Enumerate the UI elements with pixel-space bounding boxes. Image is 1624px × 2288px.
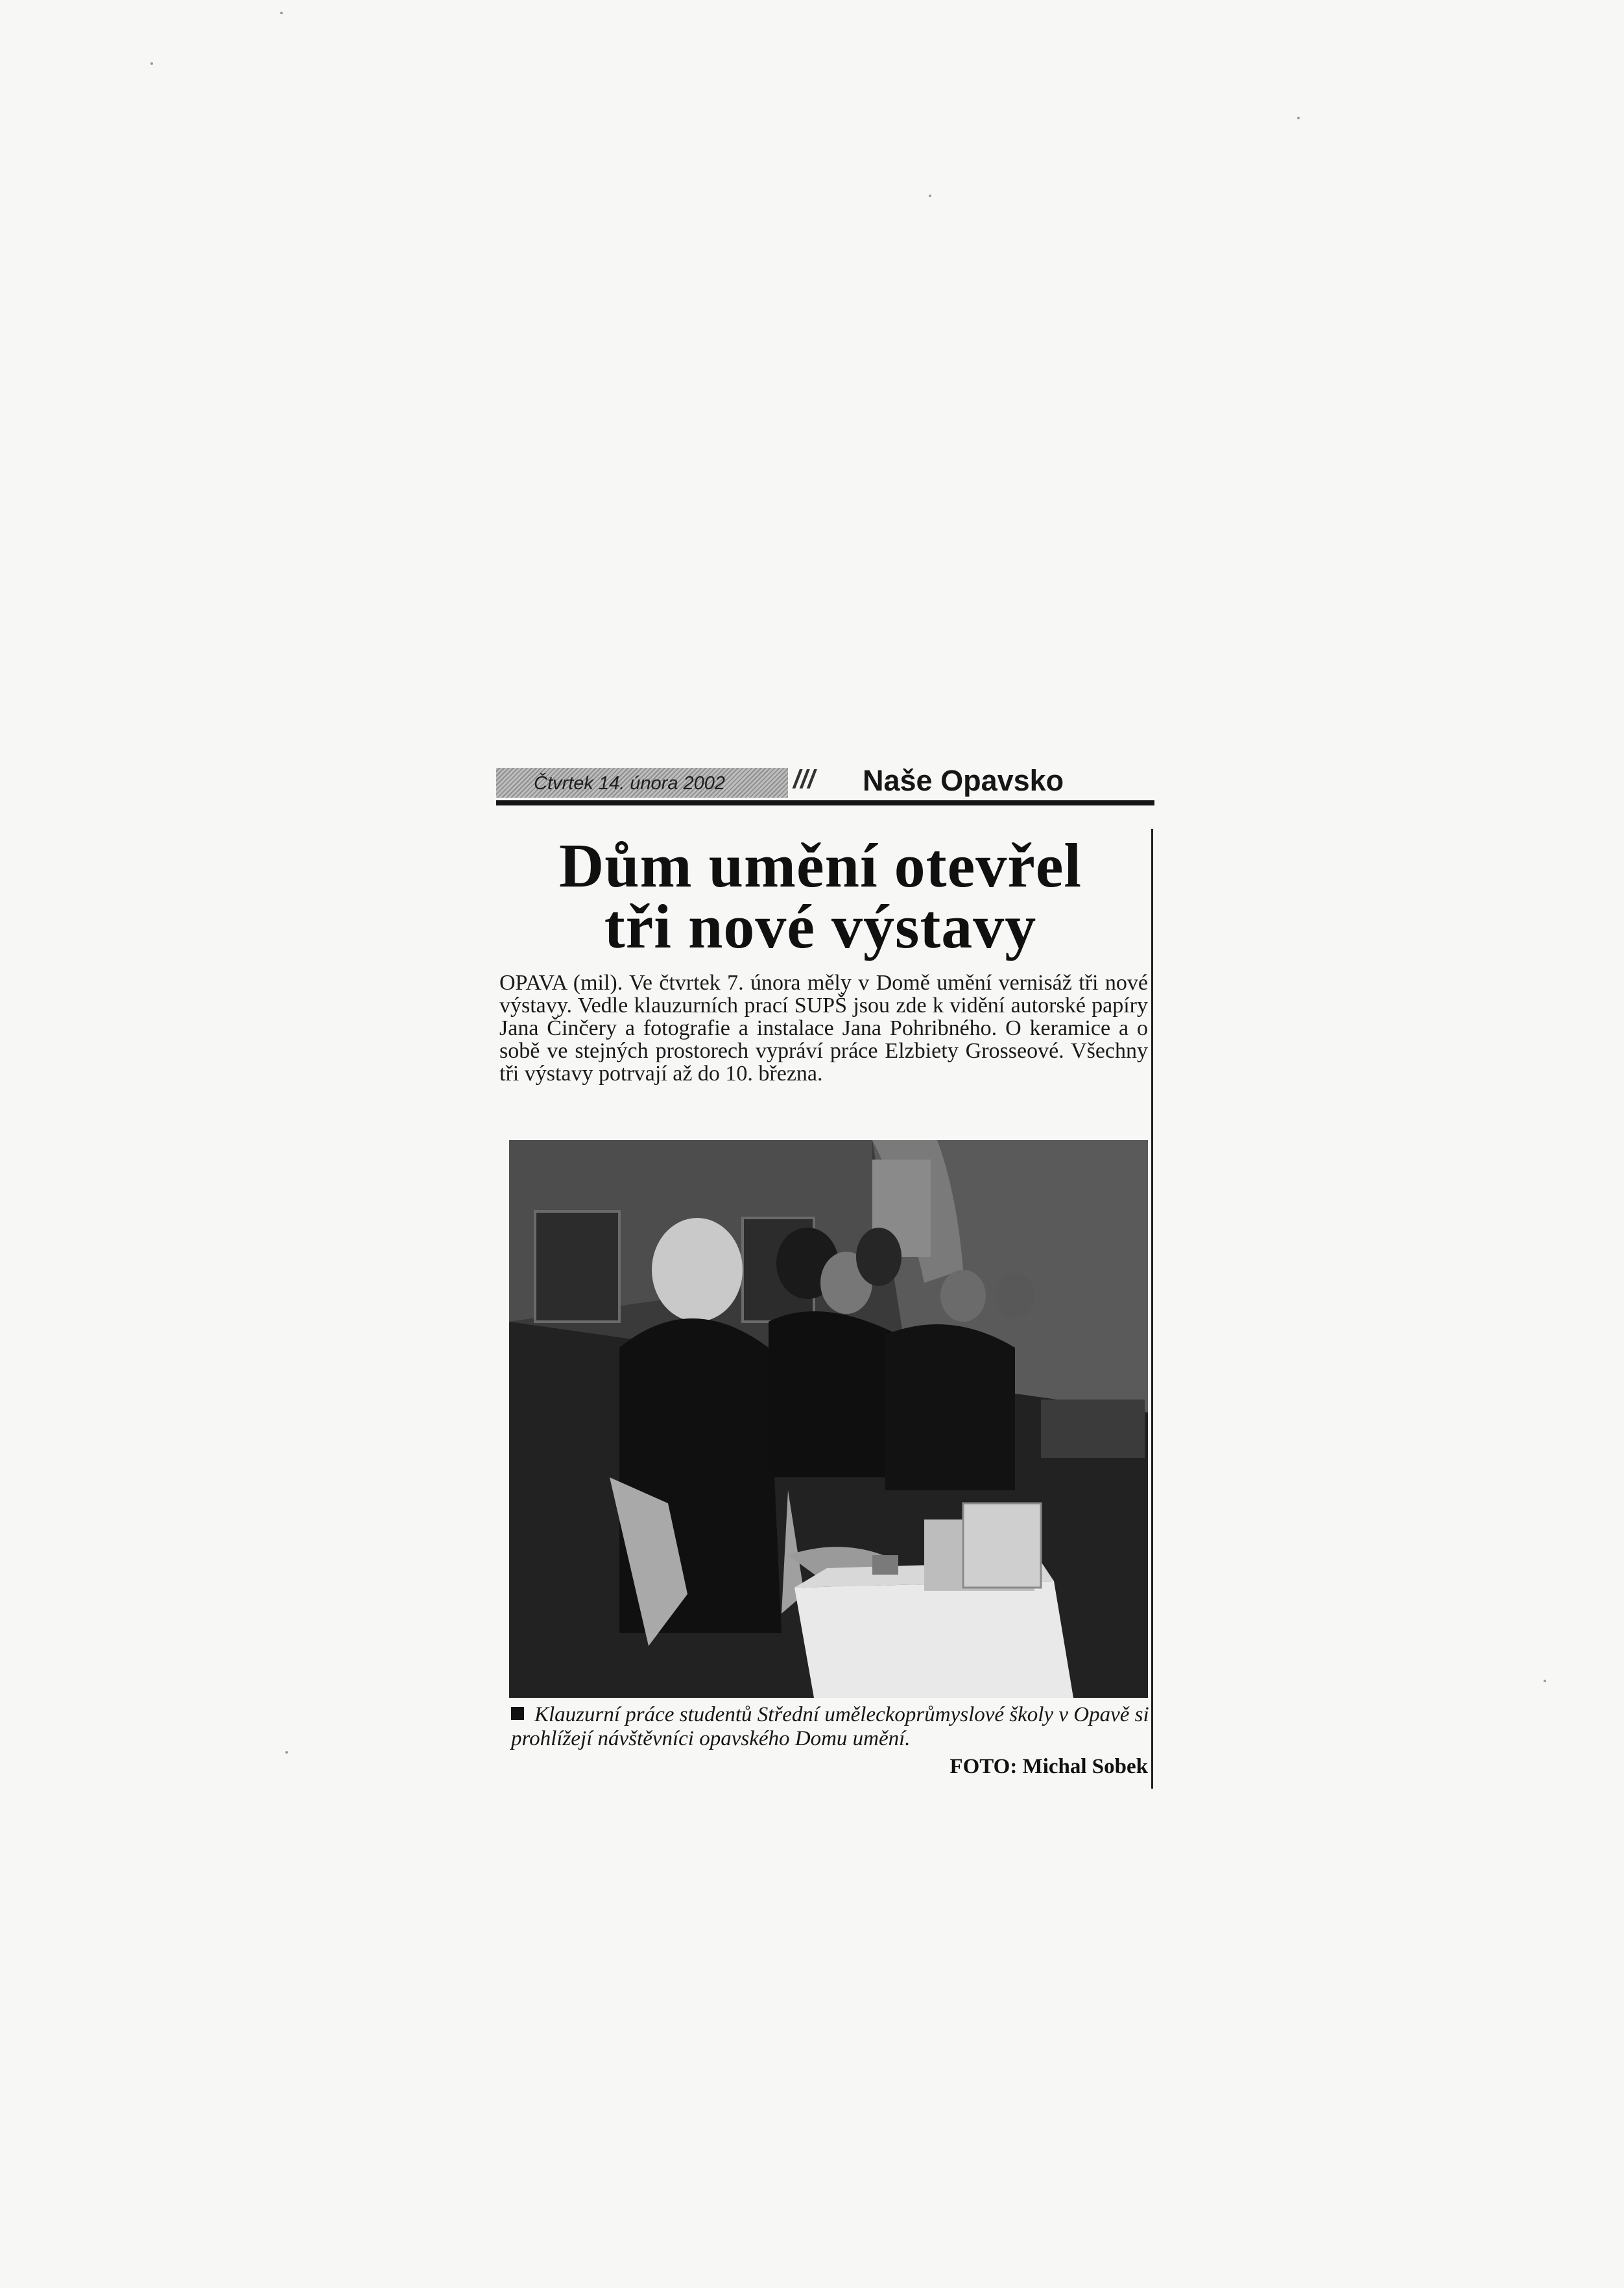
- photo-caption: [511, 1703, 1150, 1751]
- caption-bullet-icon: [511, 1707, 524, 1720]
- section-title: Naše Opavsko: [863, 764, 1064, 797]
- header-rule: [496, 800, 1154, 805]
- scan-speck: [1544, 1680, 1546, 1682]
- headline-line: tři nové výstavy: [604, 892, 1037, 961]
- article-photo: [509, 1140, 1148, 1698]
- date-banner: [496, 768, 788, 798]
- scan-speck: [929, 195, 931, 197]
- exhibition-visitors-photo: [509, 1140, 1148, 1698]
- headline-line: Dům umění otevřel: [558, 831, 1082, 900]
- caption-text: Klauzurní práce studentů Střední uměleckoprůmyslové školy v Opavě si prohlížejí návštěvníci opavského Domu umění.: [511, 1703, 1149, 1750]
- scan-speck: [285, 1751, 288, 1754]
- scan-speck: [1297, 117, 1300, 119]
- article-headline: [493, 831, 1148, 961]
- scan-speck: [150, 62, 153, 65]
- slash-divider-icon: ///: [793, 765, 815, 794]
- photo-credit: FOTO: Michal Sobek: [949, 1755, 1148, 1778]
- newspaper-clipping: [493, 764, 1154, 1789]
- column-rule: [1151, 829, 1153, 1789]
- issue-date: Čtvrtek 14. února 2002: [534, 773, 726, 794]
- scan-speck: [280, 12, 283, 14]
- page-header: [496, 764, 1154, 802]
- article-body: OPAVA (mil). Ve čtvrtek 7. února měly v Domě umění vernisáž tři nové výstavy. Vedle klauzurních prací SUPŠ jsou zde k vidění autorské papíry Jana Činčery a fotografie a instalace Jana Pohribného. O keramice a o sobě ve stejných prostorech vypráví práce Elzbiety Grosseové. Všechny tři výstavy potrvají až do 10. března.: [499, 971, 1148, 1086]
